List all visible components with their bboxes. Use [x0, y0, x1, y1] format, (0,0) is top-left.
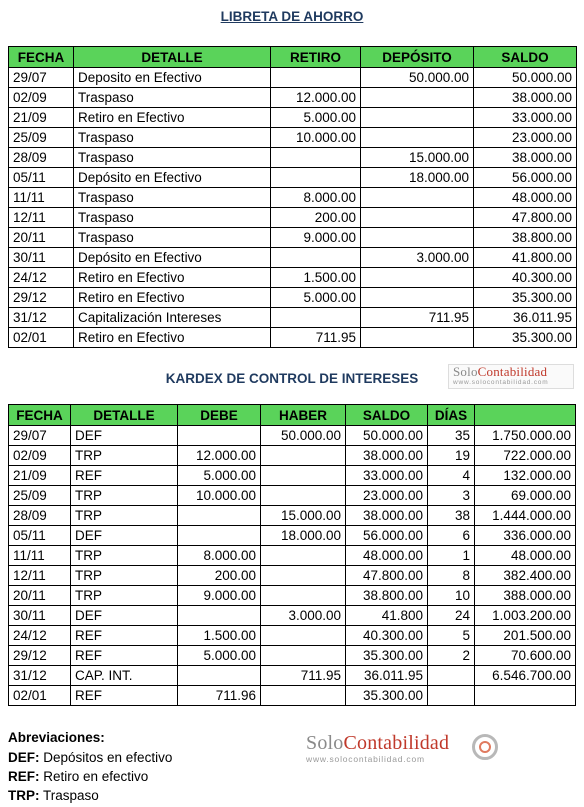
table-cell: 1.750.000.00: [475, 426, 576, 446]
table-cell: 41.800: [346, 606, 428, 626]
table-cell: [261, 486, 346, 506]
table-cell: [271, 248, 361, 268]
table-cell: 10.000.00: [271, 128, 361, 148]
table-cell: Traspaso: [74, 88, 271, 108]
column-header: DETALLE: [74, 47, 271, 68]
table-cell: [361, 268, 474, 288]
table-cell: 711.96: [178, 686, 261, 706]
table-cell: REF: [71, 686, 178, 706]
table-cell: 47.800.00: [346, 566, 428, 586]
table-cell: 382.400.00: [475, 566, 576, 586]
table-cell: DEF: [71, 426, 178, 446]
table-row: [9, 446, 576, 466]
table-cell: 47.800.00: [474, 208, 577, 228]
table-cell: 35.300.00: [474, 328, 577, 348]
table-cell: [271, 68, 361, 88]
table-cell: 02/09: [9, 88, 74, 108]
table-cell: 19: [428, 446, 475, 466]
table-cell: 5.000.00: [271, 108, 361, 128]
table-cell: 24/12: [9, 268, 74, 288]
table-cell: 12.000.00: [178, 446, 261, 466]
table-cell: 12.000.00: [271, 88, 361, 108]
table-row: [9, 108, 577, 128]
table-cell: 1.500.00: [178, 626, 261, 646]
table-cell: [178, 606, 261, 626]
table-cell: 24/12: [9, 626, 71, 646]
table-row: [9, 308, 577, 328]
table-row: [9, 526, 576, 546]
table-cell: 56.000.00: [474, 168, 577, 188]
table-cell: [261, 566, 346, 586]
table-cell: 21/09: [9, 466, 71, 486]
table-cell: 15.000.00: [361, 148, 474, 168]
table-cell: 35.300.00: [474, 288, 577, 308]
table-cell: TRP: [71, 566, 178, 586]
table-cell: 29/12: [9, 288, 74, 308]
savings-book-title: LIBRETA DE AHORRO: [220, 9, 364, 24]
table-cell: DEF: [71, 606, 178, 626]
table-cell: [361, 228, 474, 248]
table-cell: TRP: [71, 546, 178, 566]
table-cell: 02/09: [9, 446, 71, 466]
table-row: [9, 248, 577, 268]
column-header: FECHA: [9, 47, 74, 68]
column-header: RETIRO: [271, 47, 361, 68]
table-cell: 20/11: [9, 228, 74, 248]
table-cell: 50.000.00: [474, 68, 577, 88]
table-cell: 50.000.00: [361, 68, 474, 88]
table-cell: 200.00: [178, 566, 261, 586]
table-cell: DEF: [71, 526, 178, 546]
table-cell: 6: [428, 526, 475, 546]
table-cell: Traspaso: [74, 228, 271, 248]
table-cell: [261, 586, 346, 606]
seal-icon: [472, 734, 498, 760]
table-cell: 711.95: [361, 308, 474, 328]
table-cell: 4: [428, 466, 475, 486]
table-cell: 132.000.00: [475, 466, 576, 486]
table-cell: 50.000.00: [346, 426, 428, 446]
table-cell: [178, 426, 261, 446]
table-cell: TRP: [71, 486, 178, 506]
table-cell: 5: [428, 626, 475, 646]
table-cell: 38: [428, 506, 475, 526]
table-cell: 29/07: [9, 68, 74, 88]
table-row: [9, 546, 576, 566]
table-cell: 11/11: [9, 188, 74, 208]
table-row: [9, 168, 577, 188]
table-cell: 201.500.00: [475, 626, 576, 646]
table-cell: 02/01: [9, 686, 71, 706]
table-cell: Traspaso: [74, 148, 271, 168]
table-cell: 6.546.700.00: [475, 666, 576, 686]
table-cell: [361, 128, 474, 148]
table-cell: [261, 646, 346, 666]
column-header: DEBE: [178, 405, 261, 426]
table-cell: 38.000.00: [474, 148, 577, 168]
table-cell: CAP. INT.: [71, 666, 178, 686]
table-cell: 3: [428, 486, 475, 506]
table-cell: 05/11: [9, 168, 74, 188]
table-cell: 31/12: [9, 308, 74, 328]
abbreviation-item: REF: Retiro en efectivo: [8, 769, 149, 784]
table-cell: TRP: [71, 586, 178, 606]
table-row: [9, 466, 576, 486]
column-header: [475, 405, 576, 426]
table-cell: [261, 686, 346, 706]
table-cell: 35: [428, 426, 475, 446]
table-cell: 36.011.95: [346, 666, 428, 686]
table-cell: 38.000.00: [346, 506, 428, 526]
table-cell: [261, 466, 346, 486]
table-cell: 10: [428, 586, 475, 606]
abbreviations-heading: Abreviaciones:: [8, 730, 105, 745]
table-row: [9, 606, 576, 626]
table-cell: 48.000.00: [475, 546, 576, 566]
table-cell: 5.000.00: [178, 646, 261, 666]
table-cell: 48.000.00: [474, 188, 577, 208]
table-cell: 11/11: [9, 546, 71, 566]
column-header: DEPÓSITO: [361, 47, 474, 68]
kardex-table: [8, 404, 576, 706]
table-cell: 8: [428, 566, 475, 586]
table-cell: 12/11: [9, 566, 71, 586]
table-cell: [428, 686, 475, 706]
table-cell: Traspaso: [74, 128, 271, 148]
table-row: [9, 586, 576, 606]
table-cell: 1.444.000.00: [475, 506, 576, 526]
table-row: [9, 626, 576, 646]
table-cell: 24: [428, 606, 475, 626]
table-cell: Capitalización Intereses: [74, 308, 271, 328]
table-cell: 711.95: [261, 666, 346, 686]
table-cell: 711.95: [271, 328, 361, 348]
table-cell: 18.000.00: [361, 168, 474, 188]
table-cell: TRP: [71, 506, 178, 526]
column-header: HABER: [261, 405, 346, 426]
table-cell: Retiro en Efectivo: [74, 108, 271, 128]
table-cell: [361, 108, 474, 128]
table-cell: 35.300.00: [346, 646, 428, 666]
table-cell: 20/11: [9, 586, 71, 606]
table-cell: Depósito en Efectivo: [74, 248, 271, 268]
column-header: DÍAS: [428, 405, 475, 426]
table-cell: 200.00: [271, 208, 361, 228]
table-cell: 33.000.00: [346, 466, 428, 486]
column-header: SALDO: [474, 47, 577, 68]
table-cell: 36.011.95: [474, 308, 577, 328]
savings-book-table: [8, 46, 577, 348]
abbreviation-item: DEF: Depósitos en efectivo: [8, 750, 173, 765]
table-cell: 50.000.00: [261, 426, 346, 446]
table-cell: Traspaso: [74, 188, 271, 208]
table-cell: Depósito en Efectivo: [74, 168, 271, 188]
table-row: [9, 268, 577, 288]
table-row: [9, 686, 576, 706]
table-cell: 38.800.00: [346, 586, 428, 606]
table-cell: 23.000.00: [346, 486, 428, 506]
table-cell: 8.000.00: [271, 188, 361, 208]
table-cell: REF: [71, 466, 178, 486]
table-cell: 05/11: [9, 526, 71, 546]
table-cell: 70.600.00: [475, 646, 576, 666]
table-row: [9, 288, 577, 308]
table-cell: REF: [71, 646, 178, 666]
table-cell: [361, 88, 474, 108]
table-cell: 12/11: [9, 208, 74, 228]
table-cell: [271, 148, 361, 168]
table-cell: 38.800.00: [474, 228, 577, 248]
table-cell: [475, 686, 576, 706]
table-cell: 8.000.00: [178, 546, 261, 566]
table-cell: 5.000.00: [271, 288, 361, 308]
table-cell: 23.000.00: [474, 128, 577, 148]
table-cell: 2: [428, 646, 475, 666]
table-cell: 40.300.00: [346, 626, 428, 646]
table-cell: [361, 288, 474, 308]
table-row: [9, 666, 576, 686]
table-cell: 40.300.00: [474, 268, 577, 288]
table-cell: 29/07: [9, 426, 71, 446]
table-cell: [178, 506, 261, 526]
table-cell: 5.000.00: [178, 466, 261, 486]
table-cell: [261, 626, 346, 646]
table-cell: 21/09: [9, 108, 74, 128]
table-row: [9, 486, 576, 506]
table-cell: 48.000.00: [346, 546, 428, 566]
table-row: [9, 426, 576, 446]
table-cell: 1: [428, 546, 475, 566]
table-cell: 3.000.00: [261, 606, 346, 626]
table-cell: 29/12: [9, 646, 71, 666]
table-cell: 30/11: [9, 248, 74, 268]
table-cell: Retiro en Efectivo: [74, 288, 271, 308]
solocontabilidad-logo: SoloContabilidad www.solocontabilidad.com: [306, 732, 449, 764]
kardex-title: KARDEX DE CONTROL DE INTERESES: [165, 371, 419, 386]
table-cell: 25/09: [9, 128, 74, 148]
table-cell: 15.000.00: [261, 506, 346, 526]
table-cell: [261, 446, 346, 466]
table-row: [9, 506, 576, 526]
column-header: DETALLE: [71, 405, 178, 426]
table-cell: 35.300.00: [346, 686, 428, 706]
table-cell: [178, 666, 261, 686]
table-row: [9, 128, 577, 148]
table-cell: 10.000.00: [178, 486, 261, 506]
table-row: [9, 328, 577, 348]
table-cell: 38.000.00: [346, 446, 428, 466]
table-cell: [361, 328, 474, 348]
table-cell: Retiro en Efectivo: [74, 268, 271, 288]
table-cell: 3.000.00: [361, 248, 474, 268]
column-header: FECHA: [9, 405, 71, 426]
table-cell: 722.000.00: [475, 446, 576, 466]
table-cell: Deposito en Efectivo: [74, 68, 271, 88]
table-row: [9, 646, 576, 666]
table-cell: TRP: [71, 446, 178, 466]
table-row: [9, 148, 577, 168]
table-cell: 41.800.00: [474, 248, 577, 268]
table-cell: [271, 168, 361, 188]
table-cell: 69.000.00: [475, 486, 576, 506]
table-row: [9, 68, 577, 88]
table-cell: 18.000.00: [261, 526, 346, 546]
table-cell: 33.000.00: [474, 108, 577, 128]
table-header-row: [9, 47, 577, 68]
table-header-row: [9, 405, 576, 426]
abbreviation-item: TRP: Traspaso: [8, 788, 99, 803]
table-row: [9, 88, 577, 108]
table-cell: 28/09: [9, 506, 71, 526]
table-cell: 9.000.00: [178, 586, 261, 606]
solocontabilidad-logo: SoloContabilidad www.solocontabilidad.com: [448, 364, 574, 389]
table-cell: [428, 666, 475, 686]
table-row: [9, 208, 577, 228]
table-cell: 1.003.200.00: [475, 606, 576, 626]
table-cell: 28/09: [9, 148, 74, 168]
table-cell: [178, 526, 261, 546]
table-cell: 9.000.00: [271, 228, 361, 248]
table-cell: [361, 208, 474, 228]
column-header: SALDO: [346, 405, 428, 426]
table-cell: Retiro en Efectivo: [74, 328, 271, 348]
table-cell: REF: [71, 626, 178, 646]
table-cell: 56.000.00: [346, 526, 428, 546]
table-cell: 02/01: [9, 328, 74, 348]
table-cell: 31/12: [9, 666, 71, 686]
table-cell: 336.000.00: [475, 526, 576, 546]
table-cell: 25/09: [9, 486, 71, 506]
table-cell: 30/11: [9, 606, 71, 626]
table-row: [9, 228, 577, 248]
table-cell: Traspaso: [74, 208, 271, 228]
table-cell: 388.000.00: [475, 586, 576, 606]
table-cell: [261, 546, 346, 566]
table-row: [9, 566, 576, 586]
table-cell: 38.000.00: [474, 88, 577, 108]
table-row: [9, 188, 577, 208]
table-cell: [361, 188, 474, 208]
table-cell: 1.500.00: [271, 268, 361, 288]
table-cell: [271, 308, 361, 328]
